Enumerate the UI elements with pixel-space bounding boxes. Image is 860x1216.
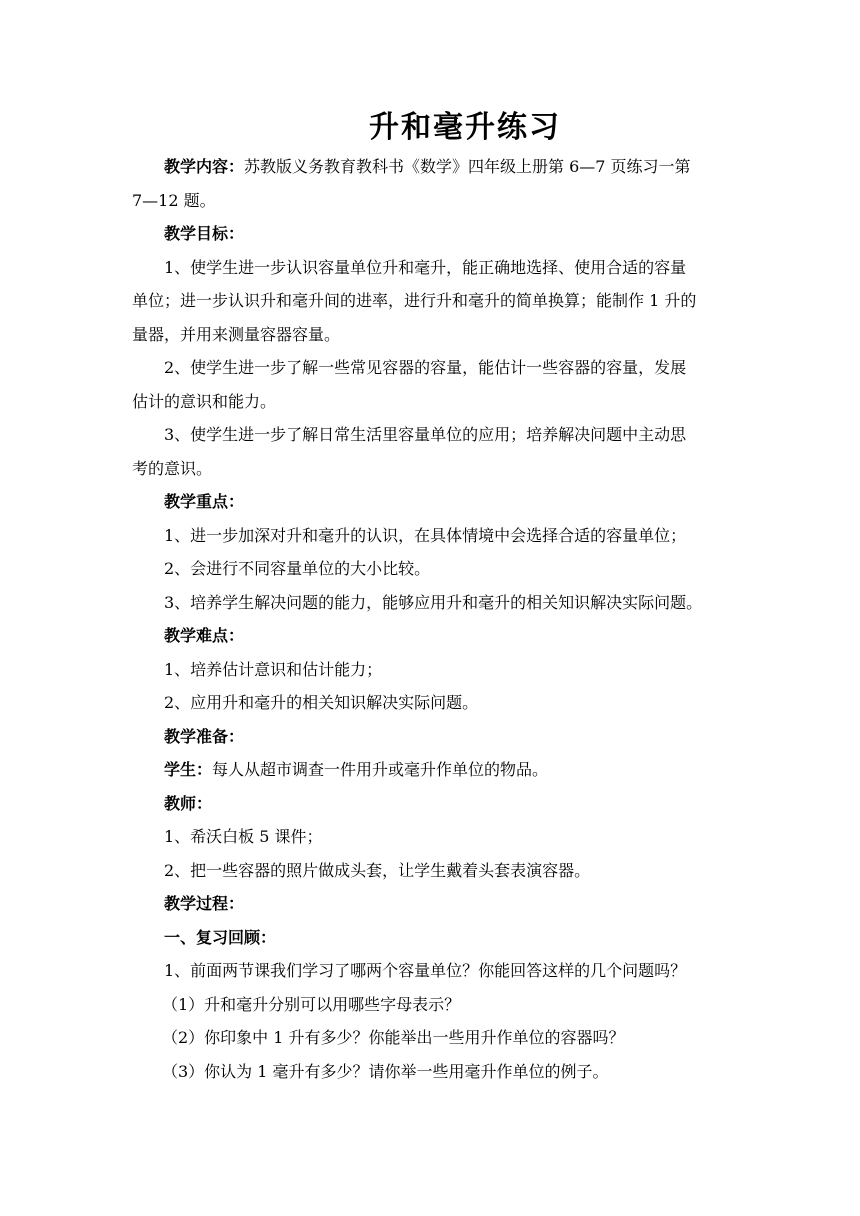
difficulties-heading: 教学难点： (164, 626, 245, 645)
teaching-content-text: 苏教版义务教育教科书《数学》四年级上册第 6—7 页练习一第 (244, 157, 691, 176)
review-item-1: （1）升和毫升分别可以用哪些字母表示？ (162, 994, 461, 1014)
student-preparation (132, 753, 732, 787)
process-heading: 教学过程： (164, 894, 245, 913)
objectives-heading: 教学目标： (164, 224, 245, 243)
objective-2-line-2: 估计的意识和能力。 (132, 391, 277, 411)
key-point-2: 2、会进行不同容量单位的大小比较。 (164, 559, 431, 578)
student-label: 学生： (164, 760, 213, 779)
section-1-heading: 一、复习回顾： (164, 927, 277, 947)
teacher-prep-2: 2、把一些容器的照片做成头套，让学生戴着头套表演容器。 (164, 860, 591, 880)
objective-1-line-1: 1、使学生进一步认识容量单位升和毫升，能正确地选择、使用合适的容量 (164, 257, 687, 277)
review-question: 1、前面两节课我们学习了哪两个容量单位？你能回答这样的几个问题吗？ (164, 961, 687, 980)
document-title: 升和毫升练习 (369, 110, 561, 145)
objective-3-line-2: 考的意识。 (132, 458, 213, 478)
difficulty-2: 2、应用升和毫升的相关知识解决实际问题。 (164, 693, 479, 712)
preparation-heading: 教学准备： (164, 726, 245, 746)
teaching-content-line-1 (132, 150, 732, 184)
teacher-prep-1: 1、希沃白板 5 课件； (164, 827, 323, 846)
key-points-heading: 教学重点： (164, 492, 245, 511)
objective-1-line-2: 单位；进一步认识升和毫升间的进率，进行升和毫升的简单换算；能制作 1 升的 (132, 291, 697, 310)
teacher-label: 教师： (164, 793, 213, 813)
teaching-content-line-2: 7—12 题。 (132, 190, 216, 210)
student-text: 每人从超市调查一件用升或毫升作单位的物品。 (212, 760, 549, 779)
review-item-3: （3）你认为 1 毫升有多少？请你举一些用毫升作单位的例子。 (162, 1061, 609, 1081)
key-point-1: 1、进一步加深对升和毫升的认识，在具体情境中会选择合适的容量单位； (164, 525, 687, 545)
objective-2-line-1: 2、使学生进一步了解一些常见容器的容量，能估计一些容器的容量，发展 (164, 358, 687, 377)
objective-1-line-3: 量器，并用来测量容器容量。 (132, 324, 341, 344)
teaching-content-label: 教学内容： (164, 157, 245, 176)
document-body (132, 150, 732, 1088)
difficulty-1: 1、培养估计意识和估计能力； (164, 659, 383, 679)
key-point-3: 3、培养学生解决问题的能力，能够应用升和毫升的相关知识解决实际问题。 (164, 592, 703, 612)
review-item-2: （2）你印象中 1 升有多少？你能举出一些用升作单位的容器吗？ (162, 1028, 625, 1047)
objective-3-line-1: 3、使学生进一步了解日常生活里容量单位的应用；培养解决问题中主动思 (164, 425, 687, 444)
